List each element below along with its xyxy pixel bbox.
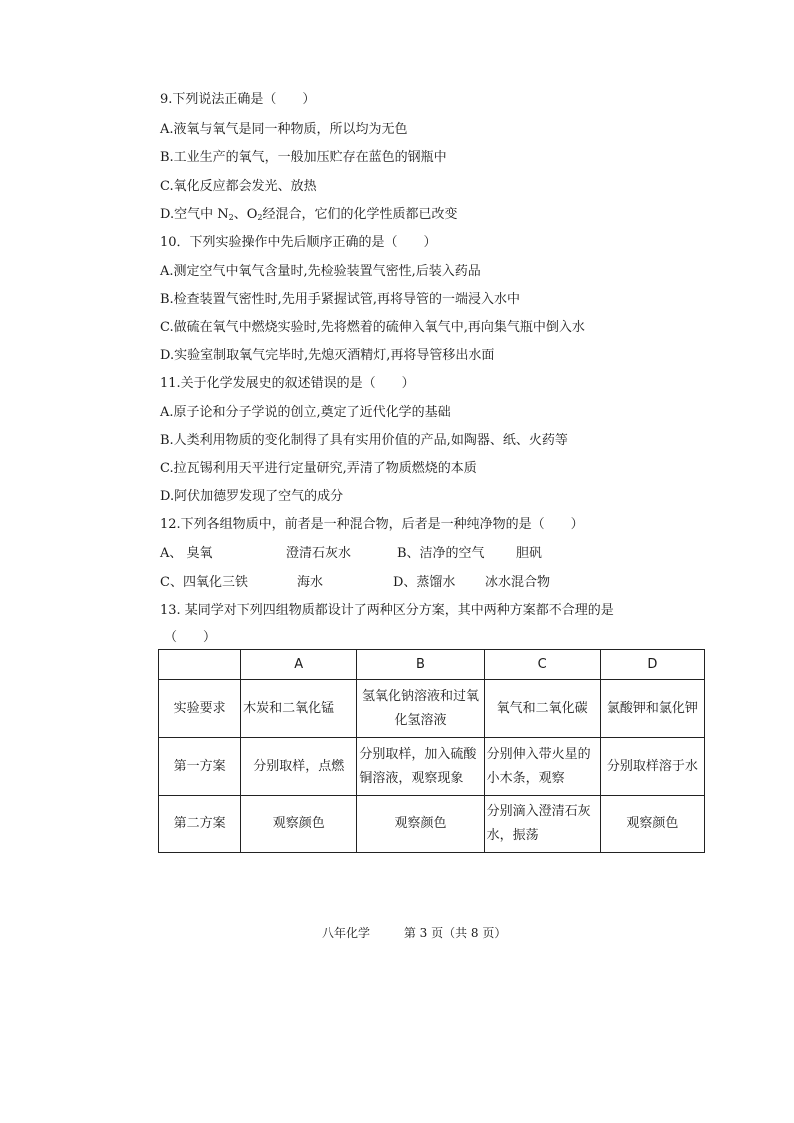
table-header-row <box>159 650 705 680</box>
table-cell: 分别取样，点燃 <box>241 738 357 796</box>
q13-comparison-table <box>158 649 705 853</box>
page-footer <box>322 924 510 941</box>
table-cell: 分别滴入澄清石灰水，振荡 <box>484 796 600 853</box>
table-cell: 观察颜色 <box>357 796 484 853</box>
table-cell: 观察颜色 <box>600 796 704 853</box>
table-row-label: 实验要求 <box>159 680 241 738</box>
table-header-cell: B <box>357 650 484 680</box>
table-header-cell: A <box>241 650 357 680</box>
q12-option-a-second: 澄清石灰水 <box>286 546 352 561</box>
q10-stem: 10．下列实验操作中先后顺序正确的是（ ） <box>160 235 437 250</box>
q9-option-b: B.工业生产的氧气，一般加压贮存在蓝色的钢瓶中 <box>160 150 447 165</box>
table-row <box>159 796 705 853</box>
q10-option-c: C.做硫在氧气中燃烧实验时,先将燃着的硫伸入氧气中,再向集气瓶中倒入水 <box>160 320 585 335</box>
footer-subject: 八年化学 <box>322 926 371 940</box>
q12-option-c-second: 海水 <box>297 575 324 590</box>
table-cell: 分别取样溶于水 <box>600 738 704 796</box>
table-row-label: 第二方案 <box>159 796 241 853</box>
q9-option-d <box>160 206 457 227</box>
q9-d-sub-1: 2 <box>228 213 234 222</box>
footer-page-number: 第 3 页（共 8 页） <box>403 926 507 940</box>
q11-stem: 11.关于化学发展史的叙述错误的是（ ） <box>160 376 415 391</box>
q9-option-c: C.氧化反应都会发光、放热 <box>160 179 317 194</box>
q13-answer-paren: （ ） <box>164 630 217 645</box>
q12-stem: 12.下列各组物质中，前者是一种混合物，后者是一种纯净物的是（ ） <box>160 517 584 532</box>
table-cell: 木炭和二氧化锰 <box>241 680 357 738</box>
table-row-label: 第一方案 <box>159 738 241 796</box>
table-header-cell <box>159 650 241 680</box>
q10-option-d: D.实验室制取氧气完毕时,先熄灭酒精灯,再将导管移出水面 <box>160 348 495 363</box>
q11-option-a: A.原子论和分子学说的创立,奠定了近代化学的基础 <box>160 405 451 420</box>
q11-option-c: C.拉瓦锡利用天平进行定量研究,弄清了物质燃烧的本质 <box>160 461 477 476</box>
table-row <box>159 680 705 738</box>
q12-option-a-label: A、 臭氧 <box>160 546 213 561</box>
table-header-cell: C <box>484 650 600 680</box>
table-header-cell: D <box>600 650 704 680</box>
q9-d-text-2: 、O <box>233 207 258 222</box>
q11-option-d: D.阿伏加德罗发现了空气的成分 <box>160 489 344 504</box>
table-cell: 观察颜色 <box>241 796 357 853</box>
q12-option-d-label: D、蒸馏水 <box>393 575 456 590</box>
table-cell: 氢氧化钠溶液和过氧化氢溶液 <box>357 680 484 738</box>
q12-option-b-second: 胆矾 <box>516 546 543 561</box>
q11-option-b: B.人类利用物质的变化制得了具有实用价值的产品,如陶器、纸、火药等 <box>160 433 568 448</box>
q10-option-a: A.测定空气中氧气含量时,先检验装置气密性,后装入药品 <box>160 264 481 279</box>
q12-option-c-label: C、四氧化三铁 <box>160 575 248 590</box>
table-cell: 氯酸钾和氯化钾 <box>600 680 704 738</box>
q12-option-b-label: B、洁净的空气 <box>397 546 485 561</box>
table-cell: 分别伸入带火星的小木条，观察 <box>484 738 600 796</box>
q9-d-text-1: D.空气中 N <box>160 207 229 222</box>
table-cell: 氧气和二氧化碳 <box>484 680 600 738</box>
q12-option-d-second: 冰水混合物 <box>485 575 551 590</box>
q9-d-text-3: 经混合，它们的化学性质都已改变 <box>262 207 458 222</box>
q13-stem: 13. 某同学对下列四组物质都设计了两种区分方案，其中两种方案都不合理的是 <box>160 603 614 618</box>
q9-stem: 9.下列说法正确是（ ） <box>160 92 316 107</box>
q9-option-a: A.液氧与氧气是同一种物质，所以均为无色 <box>160 122 408 137</box>
q10-option-b: B.检查装置气密性时,先用手紧握试管,再将导管的一端浸入水中 <box>160 292 520 307</box>
q9-d-sub-2: 2 <box>257 213 263 222</box>
table-row <box>159 738 705 796</box>
table-cell: 分别取样，加入硫酸铜溶液，观察现象 <box>357 738 484 796</box>
